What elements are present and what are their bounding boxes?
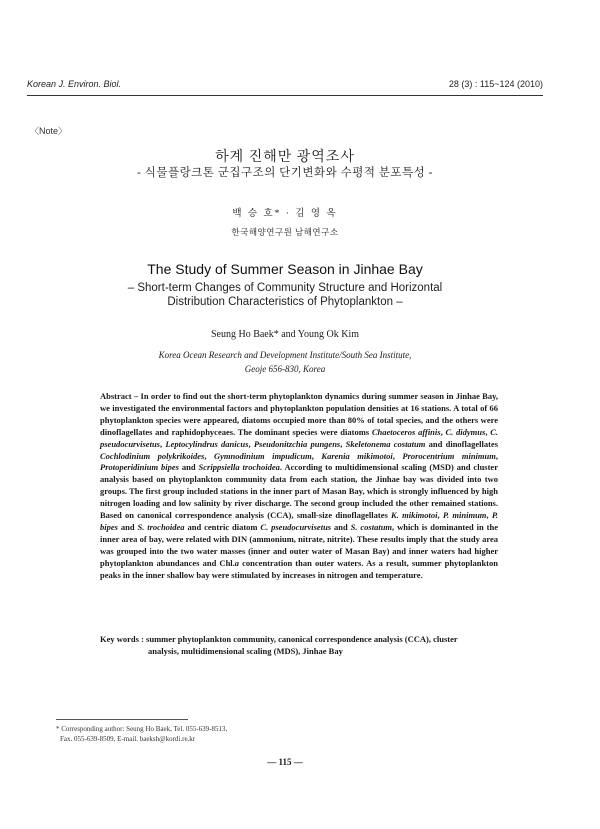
korean-title: 하계 진해만 광역조사: [215, 150, 355, 165]
running-header: [27, 79, 543, 91]
header-rule: [27, 95, 543, 96]
keywords-label: Key words :: [100, 634, 144, 644]
footnote-line2: Fax. 055-639-8509, E-mail. baeksh@kordi.re.kr: [60, 735, 196, 743]
keywords-line1: summer phytoplankton community, canonical correspondence analysis (CCA), cluster: [146, 634, 458, 644]
keywords: [100, 633, 498, 657]
korean-subtitle: - 식물플랑크톤 군집구조의 단기변화와 수평적 분포특성 -: [137, 167, 433, 179]
footnote: [56, 724, 227, 744]
english-authors: Seung Ho Baek* and Young Ok Kim: [210, 329, 360, 340]
korean-authors: 백 승 호* · 김 영 옥: [232, 209, 338, 219]
english-affiliation-line1: Korea Ocean Research and Development Institute/South Sea Institute,: [158, 350, 412, 360]
english-subtitle-line2: Distribution Characteristics of Phytoplankton –: [167, 296, 403, 308]
page-number: — 115 —: [267, 757, 303, 767]
journal-name: Korean J. Environ. Biol.: [27, 79, 122, 89]
keywords-line2: analysis, multidimensional scaling (MDS), Jinhae Bay: [148, 646, 343, 656]
journal-citation: 28 (3) : 115~124 (2010): [448, 79, 543, 89]
footnote-line1: * Corresponding author: Seung Ho Baek, Tel. 055-639-8513,: [56, 725, 228, 733]
english-title: The Study of Summer Season in Jinhae Bay: [147, 261, 423, 277]
note-label: 〈Note〉: [30, 126, 68, 136]
korean-affiliation: 한국해양연구원 남해연구소: [231, 227, 339, 237]
footnote-rule: [56, 719, 188, 720]
english-affiliation-line2: Geoje 656-830, Korea: [244, 364, 326, 374]
abstract: Abstract – In order to find out the short-term phytoplankton dynamics during summer season in Jinhae Bay, we investigated the environmental factors and phytoplankton population densities at 16 stations. A total of 66 phytoplankton species were appeared, diatoms occupied more than 80% of total species, and the others were dinoflagellates and raphidophyceaes. The dominant species were diatoms Chaetoceros affinis, C. didymus, C. pseudocurvisetus, Leptocylindrus danicus, Pseudonitzchia pungens, Skeletonema costatum and dinoflagellates Cochlodinium polykrikoides, Gymnodinium impudicum, Karenia mikimotoi, Prorocentrium minimum, Protoperidinium bipes and Scrippsiella trochoidea. According to multidimensional scaling (MSD) and cluster analysis based on phytoplankton community data from each station, the Jinhae bay was divided into two groups. The first group included stations in the inner part of Masan Bay, which is strongly influenced by high nitrogen loading and low salinity by river discharge. The second group included the other remained stations. Based on canonical correspondence analysis (CCA), small-size dinoflagellates K. mikimotoi, P. minimum, P. bipes and S. trochoidea and centric diatom C. pseudocurvisetus and S. costatum, which is dominanted in the inner area of bay, were related with DIN (ammonium, nitrate, nitrite). These results imply that the study area was grouped into the two water masses (inner and outer water of Masan Bay) and inner waters had higher phytoplankton abundances and Chl.a concentration than outer waters. As a result, summer phytoplankton peaks in the inner shallow bay were stimulated by increases in nitrogen and temperature.: [100, 391, 499, 580]
abstract-label: Abstract –: [100, 391, 139, 401]
english-subtitle-line1: – Short-term Changes of Community Structure and Horizontal: [127, 282, 443, 294]
